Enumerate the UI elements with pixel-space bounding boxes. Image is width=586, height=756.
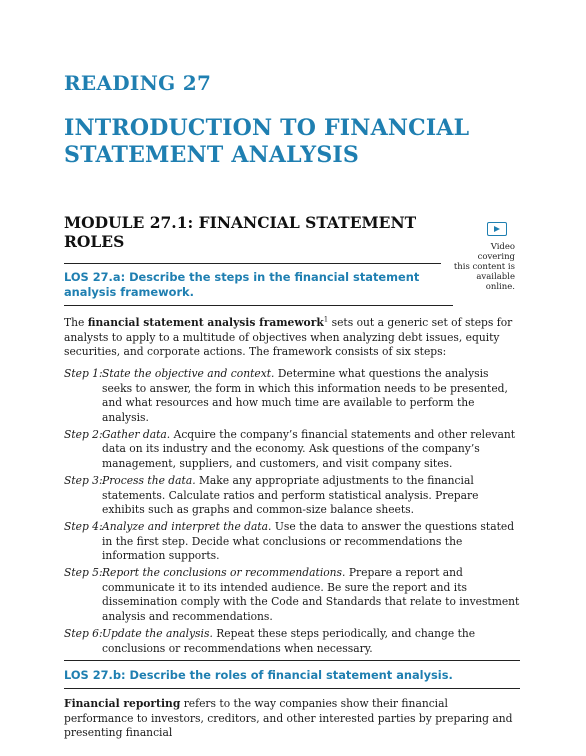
reading-number: READING 27	[64, 71, 212, 95]
module-heading: MODULE 27.1: FINANCIAL STATEMENT ROLES	[64, 213, 417, 251]
divider-top-los-a	[64, 263, 441, 264]
video-note-line-2: this content is	[453, 262, 515, 272]
steps-list	[64, 367, 520, 659]
los-a-heading: LOS 27.a: Describe the steps in the financial statement analysis framework.	[64, 270, 420, 299]
step-text: Repeat these steps periodically, and change the conclusions or recommendations when necessary.	[102, 627, 476, 655]
video-note-line-1: Video covering	[477, 242, 515, 262]
step-label: Step 6:	[64, 627, 103, 641]
step-label: Step 2:	[64, 427, 103, 441]
step-title: Process the data.	[102, 473, 196, 487]
step-title: Gather data.	[102, 427, 171, 441]
title-line-2: STATEMENT ANALYSIS	[64, 142, 360, 168]
footnote-marker[interactable]: 1	[323, 315, 329, 324]
reporting-text: refers to the way companies show their financial performance to investors, creditors, and other interested parties by preparing and presenting financial	[64, 697, 513, 740]
divider-top-los-b	[64, 660, 520, 661]
step-3	[64, 474, 520, 518]
step-1	[64, 367, 520, 425]
step-text: Make any appropriate adjustments to the financial statements. Calculate ratios and perform statistical analysis. Prepare exhibits such as graphs and common-size balance sheets.	[102, 473, 479, 517]
step-2	[64, 428, 520, 472]
los-b-heading: LOS 27.b: Describe the roles of financial statement analysis.	[64, 668, 453, 682]
title-line-1: INTRODUCTION TO FINANCIAL	[64, 115, 470, 141]
divider-bottom-los-b	[64, 688, 520, 689]
step-4	[64, 520, 520, 564]
step-title: State the objective and context.	[102, 367, 275, 380]
intro-prefix: The	[64, 316, 88, 329]
step-label: Step 5:	[64, 566, 103, 580]
intro-suffix: sets out a generic set of steps for analysts to apply to a multitude of objectives when analyzing debt issues, equity securities, and corporate actions. The framework consists of six steps:	[64, 316, 513, 359]
page-title	[64, 115, 469, 169]
intro-paragraph	[64, 316, 520, 360]
step-label: Step 1:	[64, 367, 103, 380]
reporting-paragraph	[64, 697, 520, 741]
step-title: Update the analysis.	[102, 627, 213, 641]
step-title: Analyze and interpret the data.	[102, 520, 272, 534]
step-text: Use the data to answer the questions stated in the first step. Decide what conclusions or recommendations the information supports.	[102, 520, 515, 563]
step-6	[64, 627, 520, 656]
step-label: Step 3:	[64, 473, 103, 487]
video-note-line-3: available online.	[476, 272, 515, 292]
step-text: Prepare a report and communicate it to its intended audience. Be sure the report and its dissemination comply with the Code and Standards that relate to investment analysis and recommendations.	[102, 566, 520, 624]
reporting-term: Financial reporting	[64, 697, 181, 710]
step-title: Report the conclusions or recommendations.	[102, 566, 346, 580]
video-callout[interactable]	[451, 222, 515, 292]
play-icon[interactable]	[487, 222, 507, 236]
divider-bottom-los-a	[64, 305, 453, 306]
step-text: Acquire the company’s financial statements and other relevant data on its industry and the economy. Ask questions of the company’s management, suppliers, and customers, and visit company sites.	[102, 427, 515, 470]
step-5	[64, 566, 520, 624]
step-label: Step 4:	[64, 520, 103, 534]
step-text: Determine what questions the analysis seeks to answer, the form in which this information needs to be presented, and what resources and how much time are available to perform the analysis.	[102, 367, 508, 424]
intro-term: financial statement analysis framework	[87, 316, 324, 329]
